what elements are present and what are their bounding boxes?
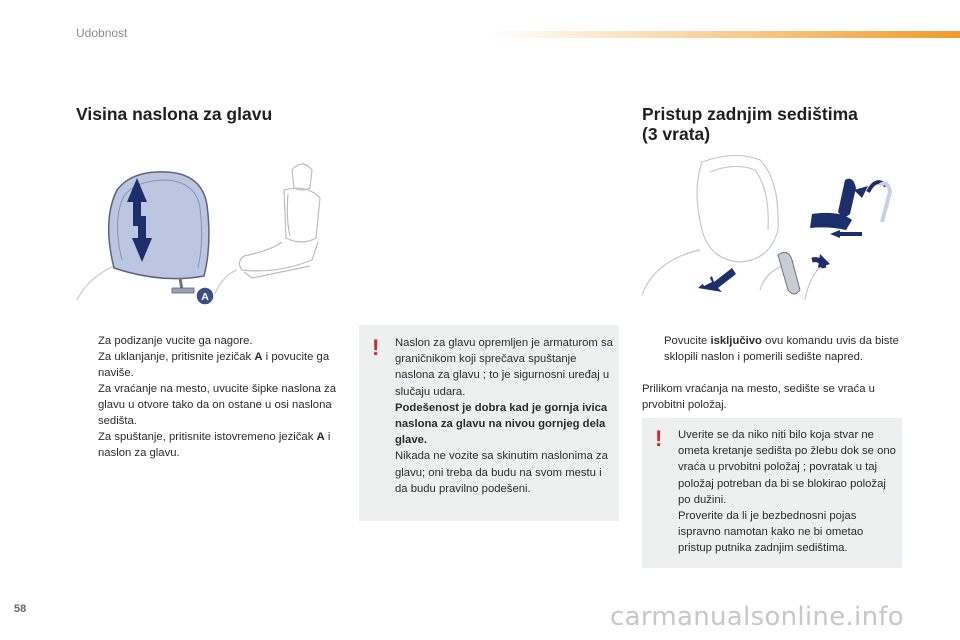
warning-paragraph: Proverite da li je bezbednosni pojas ispravno namotan kako ne bi ometao pristup putnika zadnjim sedištima. (678, 510, 864, 555)
warning-exclamation-icon: ! (372, 335, 380, 360)
headrest-tab-label-a: A (201, 291, 209, 303)
list-item-text-start: Za spuštanje, pritisnite istovremeno jezičak (98, 431, 317, 443)
watermark-text: carmanualsonline.info (610, 602, 905, 632)
list-item-bold: A (316, 431, 325, 443)
page-number: 58 (14, 603, 27, 615)
list-item-text: Za podizanje vucite ga nagore. (98, 335, 253, 347)
list-item-text-end: i naslon za glavu. (98, 431, 331, 459)
header-accent-bar (490, 31, 960, 38)
list-item-text-end: ovu komandu uvis da biste sklopili naslon i pomerili sedište napred. (664, 335, 899, 363)
right-title-line2: (3 vrata) (642, 124, 711, 144)
list-item-bold: A (254, 351, 263, 363)
list-item (76, 381, 346, 429)
headrest-height-illustration (72, 150, 352, 320)
list-item-bold: isključivo (710, 335, 762, 347)
list-item-text: Za vraćanje na mesto, uvucite šipke naslona za glavu u otvore tako da on ostane u osi naslona sedišta. (98, 383, 336, 427)
left-section-title: Visina naslona za glavu (76, 104, 273, 124)
rear-access-instructions-list (642, 333, 904, 365)
warning-paragraph: Naslon za glavu opremljen je armaturom sa graničnikom koji sprečava spuštanje naslona za glavu ; to je sigurnosni uređaj u slučaju udara. (395, 337, 613, 398)
headrest-instructions-list (76, 333, 346, 461)
headrest-warning-box (359, 325, 619, 521)
seat-warning-box (642, 418, 902, 568)
rear-access-paragraph: Prilikom vraćanja na mesto, sedište se vraća u prvobitni položaj. (642, 383, 875, 411)
list-item (642, 333, 904, 365)
right-section-title (642, 104, 922, 144)
warning-text (678, 427, 898, 557)
warning-paragraph: Nikada ne vozite sa skinutim naslonima za glavu; oni treba da budu na svom mestu i da budu pravilno podešeni. (395, 450, 608, 495)
warning-text (395, 335, 613, 497)
list-item (76, 349, 346, 381)
rear-access-illustration (640, 150, 920, 320)
right-title-line1: Pristup zadnjim sedištima (642, 104, 858, 124)
warning-paragraph: Uverite se da niko niti bilo koja stvar ne ometa kretanje sedišta po žlebu dok se ono vraća u prvobitni položaj ; povratak u taj položaj potreban da bi se blokirao položaj po dužini. (678, 429, 896, 506)
list-item (76, 333, 346, 349)
list-item-text-start: Povucite (664, 335, 711, 347)
list-item (76, 429, 346, 461)
list-item-text-start: Za uklanjanje, pritisnite jezičak (98, 351, 255, 363)
warning-exclamation-icon: ! (655, 426, 663, 451)
section-header-title: Udobnost (76, 26, 128, 40)
list-item-text-end: i povucite ga naviše. (98, 351, 330, 379)
warning-bold-paragraph: Podešenost je dobra kad je gornja ivica naslona za glavu na nivou gornjeg dela glave. (395, 401, 608, 447)
